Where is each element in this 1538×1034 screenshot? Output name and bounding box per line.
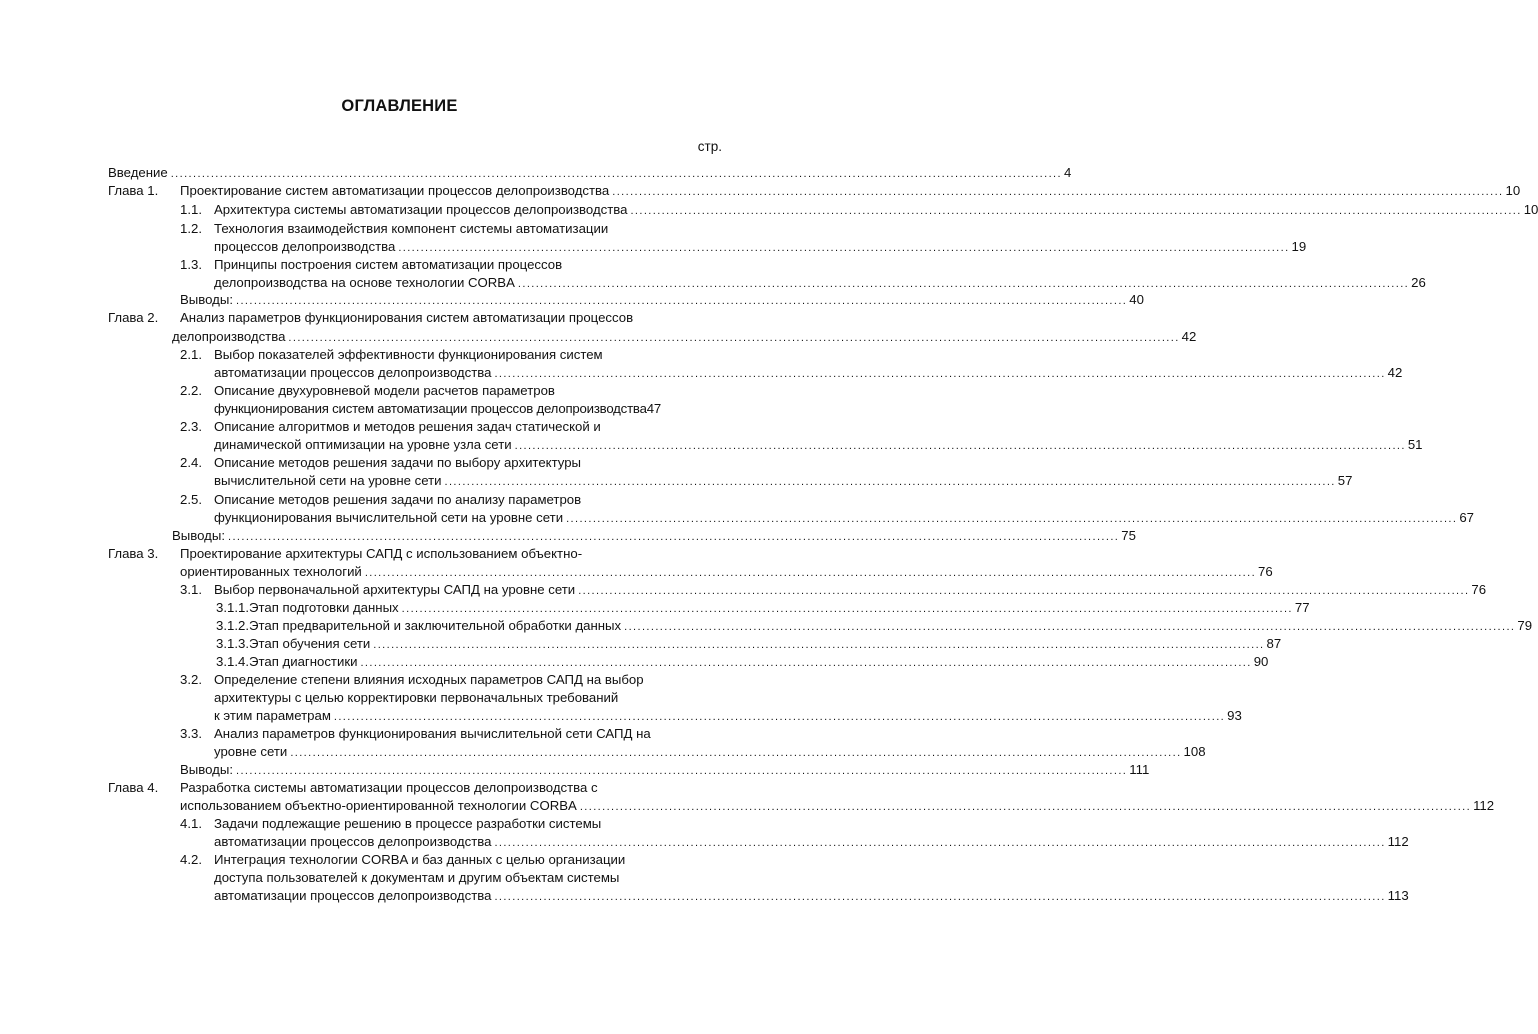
dot-leader: ........................................................................................................................................................................................................	[236, 295, 1128, 307]
toc-entry-section-line2: делопроизводства на основе технологии CORBA ........................................................................................................................................................................................................ 26	[214, 274, 726, 292]
dot-leader: ........................................................................................................................................................................................................	[566, 513, 1458, 525]
dot-leader: ........................................................................................................................................................................................................	[236, 765, 1128, 777]
toc-entry-chapter-line1: Анализ параметров функционирования систем автоматизации процессов	[180, 310, 634, 325]
dot-leader: ........................................................................................................................................................................................................	[517, 278, 1410, 290]
dot-leader: ........................................................................................................................................................................................................	[288, 332, 1180, 344]
dot-leader: ........................................................................................................................................................................................................	[360, 657, 1252, 669]
dot-leader: ........................................................................................................................................................................................................	[398, 242, 1290, 254]
toc-entry-section-line3: к этим параметрам ........................................................................................................................................................................................................ 93	[214, 707, 726, 725]
chapter-label: Глава 3.	[108, 546, 159, 561]
section-label: 4.2.	[180, 852, 202, 867]
toc-entry-chapter-line1: Проектирование архитектуры САПД с использованием объектно-	[180, 546, 583, 561]
toc-entry-section-line1: Описание методов решения задачи по анализу параметров	[214, 492, 582, 507]
toc-entry-section-line2: динамической оптимизации на уровне узла сети ........................................................................................................................................................................................................ 51	[214, 436, 726, 454]
toc-entry-intro: Введение ........................................................................................................................................................................................................ 4	[108, 164, 726, 182]
dot-leader: ........................................................................................................................................................................................................	[373, 639, 1265, 651]
page-title: ОГЛАВЛЕНИЕ	[341, 97, 458, 115]
toc-entry-section-line2: процессов делопроизводства ........................................................................................................................................................................................................ 19	[214, 238, 726, 256]
dot-leader: ........................................................................................................................................................................................................	[444, 476, 1336, 488]
section-label: 3.1.	[180, 582, 202, 597]
section-label: 3.3.	[180, 726, 202, 741]
section-label: 1.1.	[180, 202, 202, 217]
toc-entry-chapter-line2: ориентированных технологий ........................................................................................................................................................................................................ 76	[180, 563, 726, 581]
toc-entry-section: Выбор первоначальной архитектуры САПД на уровне сети ........................................................................................................................................................................................................ 76	[214, 581, 726, 599]
dot-leader: ........................................................................................................................................................................................................	[364, 567, 1257, 579]
toc-entry-section-line2: функционирования систем автоматизации процессов делопроизводства47	[214, 401, 661, 416]
toc-entry-section-line1: Интеграция технологии CORBA и баз данных с целью организации	[214, 852, 626, 867]
toc-entry-section-line2: автоматизации процессов делопроизводства ........................................................................................................................................................................................................ 42	[214, 364, 726, 382]
toc-entry-subsection: 3.1.1.Этап подготовки данных ........................................................................................................................................................................................................ 77	[216, 599, 726, 617]
dot-leader: ........................................................................................................................................................................................................	[333, 711, 1226, 723]
dot-leader: ........................................................................................................................................................................................................	[494, 837, 1386, 849]
section-label: 4.1.	[180, 816, 202, 831]
toc-entry-section-line2: доступа пользователей к документам и другим объектам системы	[214, 870, 620, 885]
section-label: 2.2.	[180, 383, 202, 398]
toc-entry-section-line1: Определение степени влияния исходных параметров САПД на выбор	[214, 672, 644, 687]
toc-entry-subsection: 3.1.2.Этап предварительной и заключительной обработки данных ........................................................................................................................................................................................................ 79	[216, 617, 726, 635]
toc-entry-section-line1: Выбор показателей эффективности функционирования систем	[214, 347, 603, 362]
toc-entry-conclusions: Выводы: ........................................................................................................................................................................................................ 111	[180, 761, 726, 779]
chapter-label: Глава 2.	[108, 310, 159, 325]
toc-entry-section-line2: функционирования вычислительной сети на уровне сети ........................................................................................................................................................................................................ 67	[214, 509, 726, 527]
dot-leader: ........................................................................................................................................................................................................	[494, 368, 1386, 380]
toc-entry-section-line1: Технология взаимодействия компонент системы автоматизации	[214, 221, 609, 236]
chapter-label: Глава 1.	[108, 183, 159, 198]
toc-entry-section-line2: автоматизации процессов делопроизводства ........................................................................................................................................................................................................ 112	[214, 833, 726, 851]
dot-leader: ........................................................................................................................................................................................................	[612, 186, 1504, 198]
toc-entry-section-line2: архитектуры с целью корректировки первоначальных требований	[214, 690, 619, 705]
dot-leader: ........................................................................................................................................................................................................	[579, 801, 1472, 813]
section-label: 2.1.	[180, 347, 202, 362]
toc-entry-chapter-line2: делопроизводства ........................................................................................................................................................................................................ 42	[172, 328, 726, 346]
toc-entry-subsection: 3.1.3.Этап обучения сети ........................................................................................................................................................................................................ 87	[216, 635, 726, 653]
dot-leader: ........................................................................................................................................................................................................	[578, 585, 1470, 597]
section-label: 1.3.	[180, 257, 202, 272]
toc-entry-section-line1: Принципы построения систем автоматизации процессов	[214, 257, 563, 272]
dot-leader: ........................................................................................................................................................................................................	[290, 747, 1182, 759]
toc-entry-conclusions: Выводы: ........................................................................................................................................................................................................ 75	[172, 527, 726, 545]
toc-entry-section-line3: автоматизации процессов делопроизводства ........................................................................................................................................................................................................ 113	[214, 887, 726, 905]
toc-entry-section-line2: вычислительной сети на уровне сети ........................................................................................................................................................................................................ 57	[214, 472, 726, 490]
dot-leader: ........................................................................................................................................................................................................	[170, 168, 1062, 180]
section-label: 2.3.	[180, 419, 202, 434]
dot-leader: ........................................................................................................................................................................................................	[624, 621, 1516, 633]
toc-entry-section-line1: Описание алгоритмов и методов решения задач статической и	[214, 419, 601, 434]
toc-entry-section-line1: Описание двухуровневой модели расчетов параметров	[214, 383, 555, 398]
dot-leader: ........................................................................................................................................................................................................	[514, 440, 1406, 452]
toc-entry-section: Архитектура системы автоматизации процессов делопроизводства ........................................................................................................................................................................................................ 10	[214, 201, 726, 219]
toc-entry-section-line1: Описание методов решения задачи по выбору архитектуры	[214, 455, 582, 470]
toc-entry-conclusions: Выводы: ........................................................................................................................................................................................................ 40	[180, 291, 726, 309]
toc-entry-section-line1: Анализ параметров функционирования вычислительной сети САПД на	[214, 726, 651, 741]
toc-entry-chapter-line1: Разработка системы автоматизации процессов делопроизводства с	[180, 780, 598, 795]
page-column-label: стр.	[697, 139, 722, 154]
section-label: 1.2.	[180, 221, 202, 236]
toc-entry-subsection: 3.1.4.Этап диагностики ........................................................................................................................................................................................................ 90	[216, 653, 726, 671]
dot-leader: ........................................................................................................................................................................................................	[494, 891, 1386, 903]
dot-leader: ........................................................................................................................................................................................................	[228, 531, 1120, 543]
dot-leader: ........................................................................................................................................................................................................	[401, 603, 1293, 615]
toc-entry-chapter-line2: использованием объектно-ориентированной технологии CORBA ........................................................................................................................................................................................................ 112	[180, 797, 726, 815]
chapter-label: Глава 4.	[108, 780, 159, 795]
toc-entry-chapter-1: Проектирование систем автоматизации процессов делопроизводства ........................................................................................................................................................................................................ 10	[180, 182, 726, 200]
toc-entry-section-line2: уровне сети ........................................................................................................................................................................................................ 108	[214, 743, 726, 761]
toc-entry-section-line1: Задачи подлежащие решению в процессе разработки системы	[214, 816, 602, 831]
section-label: 2.5.	[180, 492, 202, 507]
section-label: 3.2.	[180, 672, 202, 687]
section-label: 2.4.	[180, 455, 202, 470]
dot-leader: ........................................................................................................................................................................................................	[630, 205, 1522, 217]
